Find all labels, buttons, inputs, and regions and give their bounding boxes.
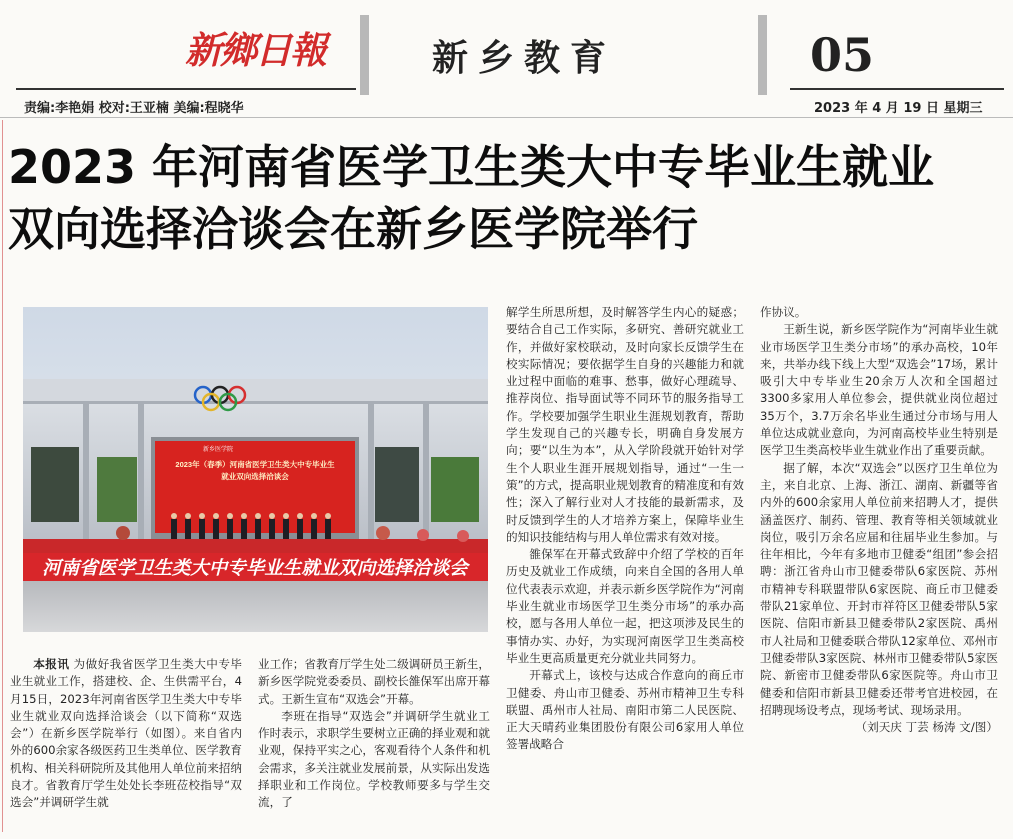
article-column-2: [258, 656, 490, 812]
section-title: 新乡教育: [432, 38, 617, 79]
masthead-rule-right: [790, 88, 1004, 90]
screen-title-1: 2023年（春季）河南省医学卫生类大中专毕业生: [175, 460, 335, 469]
newspaper-logo: 新鄉日報: [185, 28, 325, 72]
banner-text: 河南省医学卫生类大中专毕业生就业双向选择洽谈会: [42, 558, 468, 579]
column-4-para-2: 王新生说，新乡医学院作为“河南毕业生就业市场医学卫生类分市场”的承办高校，10年来，共举办线下线上大型“双选会”17场，累计吸引大中专毕业生20余万人次和全国超过3300多家用人单位参会，提供就业岗位超过35万个，3.7万余名毕业生通过分市场与用人单位达成就业意向，为河南高校毕业生特别是医学卫生类高校毕业生就业作出了重要贡献。: [760, 322, 998, 458]
lead-label: 本报讯: [33, 657, 70, 671]
page-number: 05: [810, 28, 875, 82]
article-column-1: [10, 656, 242, 812]
column-4-para-3: 据了解，本次“双选会”以医疗卫生单位为主，来自北京、上海、浙江、湖南、新疆等省内外的600余家用人单位前来招聘人才，提供涵盖医疗、制药、管理、教育等相关领域就业岗位，吸引万余名应届和往届毕业生参加。与往年相比，今年有多地市卫健委“组团”参会招聘：浙江省舟山市卫健委带队6家医院、苏州市精神专科联盟带队6家医院、商丘市卫健委带队21家单位、开封市祥符区卫健委带队5家医院、信阳市新县卫健委带队2家医院、禹州市人社局和卫健委联合带队12家单位、邓州市卫健委带队3家医院、林州市卫健委带队5家医院、新密市卫健委带队6家医院等。舟山市卫健委和信阳市新县卫健委还带考官进校园，在招聘现场设考点，现场考试、现场录用。: [760, 460, 998, 717]
event-photo-illustration: [23, 307, 488, 632]
column-3-para-2: 雒保军在开幕式致辞中介绍了学校的百年历史及就业工作成绩，向来自全国的各用人单位代表表示欢迎，并表示新乡医学院作为“河南毕业生就业市场医学卫生类分市场”的承办高校，愿与各用人单位一起，把这项涉及民生的事情办实、办好，为实现河南医学卫生类高校毕业生更高质量更充分就业共同努力。: [506, 547, 744, 665]
column-3-para-3: 开幕式上，该校与达成合作意向的商丘市卫健委、舟山市卫健委、苏州市精神卫生专科联盟、禹州市人社局、南阳市第二人民医院、正大天晴药业集团股份有限公司6家用人单位签署战略合: [506, 668, 744, 752]
divider-bar-left: [360, 15, 369, 95]
masthead-rule-left: [16, 88, 356, 90]
divider-bar-right: [758, 15, 767, 95]
margin-line: [2, 120, 3, 832]
byline: （刘天庆 丁芸 杨涛 文/图）: [855, 720, 998, 735]
issue-date: 2023 年 4 月 19 日 星期三: [814, 101, 983, 116]
editor-credits: 责编:李艳娟 校对:王亚楠 美编:程晓华: [24, 101, 244, 116]
column-4-para-1: 作协议。: [760, 305, 807, 319]
column-2-para-1: 业工作；省教育厅学生处二级调研员王新生，新乡医学院党委委员、副校长雒保军出席开幕式。王新生宣布“双选会”开幕。: [258, 657, 490, 706]
header-separator: [0, 117, 1013, 118]
screen-title-2: 就业双向选择洽谈会: [221, 472, 289, 481]
headline-line-2: 双向选择洽谈会在新乡医学院举行: [8, 202, 698, 256]
column-3-para-1: 解学生所思所想，及时解答学生内心的疑惑；要结合自己工作实际，多研究、善研究就业工作，并做好家校联动，及时向家长反馈学生在校实际情况；要依据学生自身的兴趣能力和就业过程中面临的难事、愁事，做好心理疏导、推荐岗位、指导面试等不同环节的服务指导工作。学校要加强学生职业生涯规划教育，帮助学生发现自己的兴趣专长，明确自身发展方向；要“以生为本”，从入学阶段就开始针对学生个人职业生涯开展规划指导，通过“一生一策”的方式，提高职业规划教育的精准度和有效性；深入了解行业对人才技能的最新需求，及时反馈到学生的人才培养方案上，保障毕业生的知识技能结构与用人单位需求有效对接。: [506, 305, 744, 544]
article-column-4: [760, 304, 998, 736]
headline-line-1: 2023 年河南省医学卫生类大中专毕业生就业: [8, 140, 935, 194]
column-2-para-2: 李班在指导“双选会”并调研学生就业工作时表示，求职学生要树立正确的择业观和就业观，保持平实之心，客观看待个人条件和机会需求，多关注就业发展前景，从实际出发选择职业和工作岗位。学校教师要多与学生交流，了: [258, 708, 490, 810]
screen-logo: 新乡医学院: [203, 447, 234, 453]
article-column-3: [506, 304, 744, 754]
event-photo: [23, 307, 488, 632]
column-1-text: 为做好我省医学卫生类大中专毕业生就业工作，搭建校、企、生供需平台，4月15日，2023年河南省医学卫生类大中专毕业生就业双向选择洽谈会（以下简称“双选会”）在新乡医学院举行（如图）。来自省内外的600余家各级医药卫生类单位、医学教育机构、相关科研院所及其他用人单位前来招纳良才。省教育厅学生处处长李班莅校指导“双选会”并调研学生就: [10, 657, 242, 810]
